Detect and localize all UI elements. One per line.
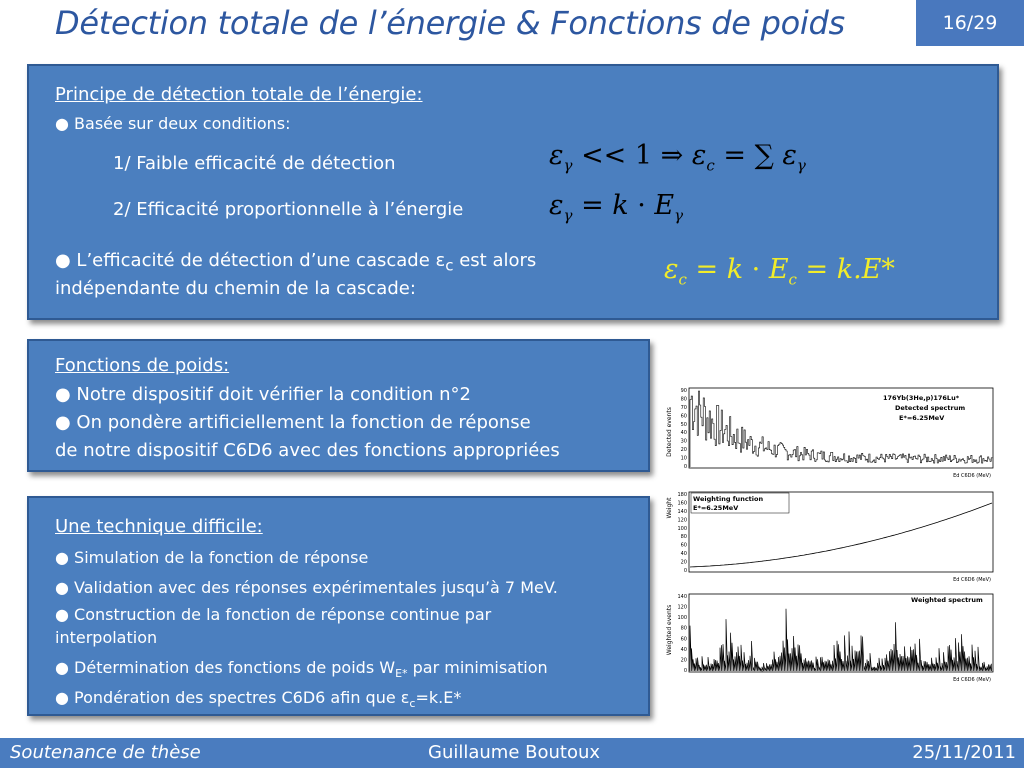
detected-spectrum-plot	[663, 384, 999, 480]
plot-legend-line1: Weighted spectrum	[911, 596, 983, 604]
weighting-line-1: ● Notre dispositif doit vérifier la condition n°2	[55, 384, 471, 405]
y-tick-label: 180	[677, 492, 687, 498]
y-tick-label: 140	[677, 508, 687, 515]
plot-legend-line2: E*=6.25MeV	[693, 504, 739, 512]
footer-event: Soutenance de thèse	[10, 742, 201, 763]
panel-heading: Fonctions de poids:	[55, 355, 230, 376]
equation-proportional: $\varepsilon_\gamma = k \cdot E_\gamma$	[549, 190, 684, 225]
y-tick-label: 140	[677, 594, 687, 600]
condition-2: 2/ Efficacité proportionnelle à l’énergie	[113, 199, 464, 220]
y-tick-label: 80	[680, 534, 687, 541]
panel-heading: Une technique difficile:	[55, 516, 263, 537]
plot-legend-line2: Detected spectrum	[895, 404, 966, 412]
plot-ylabel: Detected events	[666, 407, 673, 457]
y-tick-label: 40	[680, 551, 687, 558]
plot-legend-line3: E*=6.25MeV	[899, 414, 945, 422]
equation-cascade: $\varepsilon_c = k \cdot E_c = k.E*$	[664, 254, 895, 289]
weighting-line-2: ● On pondère artificiellement la fonction de réponse	[55, 412, 531, 433]
energy-detection-panel	[27, 64, 999, 320]
footer-bar	[0, 738, 1024, 768]
y-tick-label: 0	[683, 668, 687, 674]
y-tick-label: 60	[680, 542, 687, 549]
y-tick-label: 160	[677, 500, 687, 507]
bullet-cascade-efficiency: ● L’efficacité de détection d’une cascade $\varepsilon_c$ est alors	[55, 250, 537, 275]
y-tick-label: 60	[680, 636, 687, 643]
y-tick-label: 40	[680, 430, 687, 437]
plot-legend-line1: 176Yb(3He,p)176Lu*	[883, 394, 960, 402]
y-tick-label: 40	[680, 646, 687, 653]
equation-low-efficiency: $\varepsilon_\gamma << 1$ ⇒ $\varepsilon_c$ = ∑ $\varepsilon_\gamma$	[549, 140, 806, 175]
y-tick-label: 90	[680, 388, 687, 394]
difficult-technique-panel	[27, 496, 650, 716]
technique-bullet-4: ● Détermination des fonctions de poids $W_{E*}$ par minimisation	[55, 658, 548, 681]
plot-xlabel: Ed C6D6 (MeV)	[953, 473, 991, 479]
technique-bullet-1: ● Simulation de la fonction de réponse	[55, 548, 369, 567]
technique-bullet-5: ● Pondération des spectres C6D6 afin que $\varepsilon_c=k.E*$	[55, 688, 462, 711]
detected-spectrum-histogram	[690, 391, 992, 467]
footer-author: Guillaume Boutoux	[428, 742, 601, 763]
bullet-conditions: ● Basée sur deux conditions:	[55, 114, 291, 133]
plot-xlabel: Ed C6D6 (MeV)	[953, 577, 991, 583]
y-tick-label: 100	[677, 615, 687, 622]
y-tick-label: 60	[680, 413, 687, 420]
bullet-cascade-line2: indépendante du chemin de la cascade:	[55, 278, 416, 299]
slide-title: Détection totale de l’énergie & Fonctions de poids	[55, 4, 845, 42]
plot-xlabel: Ed C6D6 (MeV)	[953, 677, 991, 683]
plot-ylabel: Weighted events	[666, 604, 673, 656]
y-tick-label: 100	[677, 525, 687, 532]
technique-bullet-3-line2: interpolation	[55, 628, 158, 647]
y-tick-label: 120	[677, 604, 687, 611]
y-tick-label: 10	[680, 455, 687, 462]
technique-bullet-3: ● Construction de la fonction de réponse continue par	[55, 605, 492, 624]
y-tick-label: 0	[683, 464, 687, 470]
weighting-line-3: de notre dispositif C6D6 avec des fonctions appropriées	[55, 440, 560, 461]
weighted-spectrum-plot	[663, 590, 999, 684]
y-tick-label: 20	[680, 447, 687, 454]
title-bar	[0, 0, 1024, 47]
technique-bullet-2: ● Validation avec des réponses expérimentales jusqu’à 7 MeV.	[55, 578, 558, 597]
plot-ylabel: Weight	[666, 497, 673, 519]
plot-legend-line1: Weighting function	[693, 495, 764, 503]
weighting-function-plot	[663, 488, 999, 584]
y-tick-label: 50	[680, 421, 687, 428]
footer-date: 25/11/2011	[912, 742, 1016, 763]
panel-heading: Principe de détection totale de l’énergie:	[55, 84, 423, 105]
y-tick-label: 0	[683, 568, 687, 574]
y-tick-label: 20	[680, 559, 687, 566]
y-tick-label: 70	[680, 404, 687, 411]
weighted-spectrum-histogram	[690, 609, 992, 671]
weighting-functions-panel	[27, 339, 650, 472]
slide-number: 16/29	[916, 0, 1024, 46]
y-tick-label: 120	[677, 517, 687, 524]
y-tick-label: 30	[680, 438, 687, 445]
y-tick-label: 80	[680, 625, 687, 632]
y-tick-label: 20	[680, 657, 687, 664]
y-tick-label: 80	[680, 396, 687, 403]
condition-1: 1/ Faible efficacité de détection	[113, 153, 396, 174]
